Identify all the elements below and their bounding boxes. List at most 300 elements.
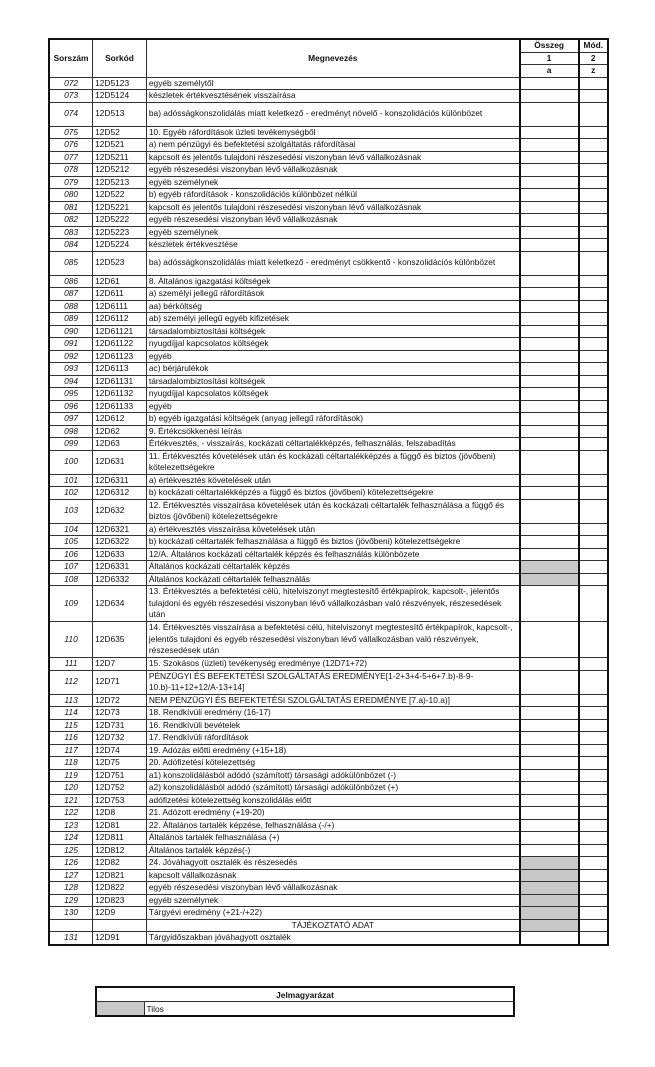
row-name: egyéb személynek [146,176,519,189]
row-number: 072 [49,77,93,90]
header-sorszam: Sorszám [49,39,93,77]
row-modifier-cell[interactable] [579,932,608,945]
row-modifier-cell[interactable] [579,77,608,90]
row-code: 12D5221 [93,201,147,214]
row-modifier-cell[interactable] [579,438,608,451]
row-amount-cell[interactable] [520,719,579,732]
table-row [49,400,608,413]
row-code: 12D6113 [93,363,147,376]
row-name: b) kockázati céltartalékképzés a függő és biztos (jövőbeni) kötelezettségekre [146,487,519,500]
row-modifier-cell[interactable] [579,474,608,487]
row-name: 13. Értékvesztés a befektetési célú, hitelviszonyt megtestesítő értékpapírok, kapcsolt-, jelentős tulajdoni és egyéb részesedési viszonyban lévő vállalkozásban való részvények, részesedések után [146,586,519,622]
row-modifier-cell[interactable] [579,139,608,152]
row-modifier-cell[interactable] [579,536,608,549]
row-modifier-cell[interactable] [579,882,608,895]
table-row [49,201,608,214]
row-modifier-cell[interactable] [579,707,608,720]
row-modifier-cell[interactable] [579,857,608,870]
row-amount-cell[interactable] [520,536,579,549]
table-row [49,757,608,770]
row-name: 10. Egyéb ráfordítások üzleti tevékenységből [146,126,519,139]
row-name: egyéb [146,400,519,413]
row-name: Tárgyidőszakban jóváhagyott osztalék [146,932,519,945]
table-row [49,413,608,426]
row-amount-cell[interactable] [520,325,579,338]
table-row [49,474,608,487]
row-modifier-cell[interactable] [579,794,608,807]
row-modifier-cell[interactable] [579,548,608,561]
row-amount-cell[interactable] [520,807,579,820]
row-number: 080 [49,189,93,202]
row-amount-cell[interactable] [520,819,579,832]
row-name: egyéb személytől [146,77,519,90]
row-modifier-cell[interactable] [579,670,608,694]
row-amount-cell[interactable] [520,438,579,451]
table-row [49,719,608,732]
row-code: 12D75 [93,757,147,770]
table-row [49,658,608,671]
row-amount-cell[interactable] [520,77,579,90]
row-name: a) értékvesztés visszaírása követelések után [146,523,519,536]
row-name: kapcsolt és jelentős tulajdoni részesedési viszonyban lévő vállalkozásnak [146,201,519,214]
row-modifier-cell[interactable] [579,226,608,239]
row-code: 12D521 [93,139,147,152]
row-name: készletek értékvesztésének visszaírása [146,90,519,103]
row-amount-cell[interactable] [520,176,579,189]
row-amount-cell[interactable] [520,907,579,920]
table-row [49,438,608,451]
row-modifier-cell[interactable] [579,819,608,832]
section-empty-code [93,919,147,932]
header-mod: Mód. [579,39,608,52]
row-amount-cell[interactable] [520,288,579,301]
row-amount-cell[interactable] [520,400,579,413]
table-row [49,77,608,90]
section-empty-num [49,919,93,932]
row-number: 103 [49,499,93,523]
row-modifier-cell[interactable] [579,400,608,413]
row-name: PÉNZÜGYI ÉS BEFEKTETÉSI SZOLGÁLTATÁS EREDMÉNYE[1-2+3+4-5+6+7.b)-8-9-10.b)-11+12+12/A-13+14] [146,670,519,694]
row-number: 128 [49,882,93,895]
row-number: 110 [49,622,93,658]
row-modifier-cell[interactable] [579,832,608,845]
table-row [49,176,608,189]
row-modifier-cell[interactable] [579,744,608,757]
row-amount-cell[interactable] [520,658,579,671]
row-code: 12D634 [93,586,147,622]
row-number: 106 [49,548,93,561]
header-osszeg: Összeg [520,39,579,52]
table-row [49,694,608,707]
table-body [49,77,608,919]
data-table [48,38,609,946]
row-name: 8. Általános igazgatási költségek [146,275,519,288]
row-modifier-cell[interactable] [579,499,608,523]
row-amount-cell[interactable] [520,201,579,214]
row-name: 12/A. Általános kockázati céltartalék képzés és felhasználás különbözete [146,548,519,561]
table-row [49,325,608,338]
row-modifier-cell[interactable] [579,844,608,857]
row-name: egyéb személynek [146,226,519,239]
row-name: Értékvesztés, - visszaírás, kockázati céltartalékképzés, felhasználás, felszabadítás [146,438,519,451]
row-amount-cell[interactable] [520,707,579,720]
row-name: b) kockázati céltartalék felhasználása a függő és biztos (jövőbeni) kötelezettségekre [146,536,519,549]
row-modifier-cell[interactable] [579,757,608,770]
table-row [49,844,608,857]
row-number: 129 [49,894,93,907]
row-name: a1) konszolidálásból adódó (számított) társasági adókülönbözet (-) [146,769,519,782]
row-modifier-cell[interactable] [579,732,608,745]
row-number: 123 [49,819,93,832]
table-row [49,744,608,757]
row-number: 081 [49,201,93,214]
row-code: 12D513 [93,102,147,126]
row-modifier-cell[interactable] [579,300,608,313]
row-modifier-cell[interactable] [579,350,608,363]
header-osszeg-num: 1 [520,52,579,65]
row-amount-cell[interactable] [520,732,579,745]
row-number: 107 [49,561,93,574]
row-number: 088 [49,300,93,313]
row-name: ac) bérjárulékok [146,363,519,376]
row-amount-cell[interactable] [520,413,579,426]
row-modifier-cell[interactable] [579,275,608,288]
row-code: 12D6111 [93,300,147,313]
row-name: 20. Adófizetési kötelezettség [146,757,519,770]
table-row [49,523,608,536]
row-name: nyugdíjjal kapcsolatos költségek [146,388,519,401]
row-name: 16. Rendkívüli bevételek [146,719,519,732]
row-modifier-cell[interactable] [579,869,608,882]
row-amount-cell[interactable] [520,622,579,658]
row-amount-cell[interactable] [520,523,579,536]
row-number: 116 [49,732,93,745]
row-name: a) értékvesztés követelések után [146,474,519,487]
row-number: 074 [49,102,93,126]
row-amount-cell[interactable] [520,670,579,694]
row-amount-cell[interactable] [520,338,579,351]
table-row [49,832,608,845]
row-amount-cell[interactable] [520,251,579,275]
row-amount-cell[interactable] [520,548,579,561]
row-code: 12D6312 [93,487,147,500]
row-number: 115 [49,719,93,732]
table-row [49,338,608,351]
row-name: Általános kockázati céltartalék képzés [146,561,519,574]
row-name: adófizetési kötelezettség konszolidálás előtt [146,794,519,807]
row-amount-cell[interactable] [520,857,579,870]
table-row [49,794,608,807]
row-modifier-cell[interactable] [579,907,608,920]
row-code: 12D5222 [93,214,147,227]
table-row [49,586,608,622]
row-amount-cell[interactable] [520,450,579,474]
row-modifier-cell[interactable] [579,288,608,301]
table-row [49,139,608,152]
row-modifier-cell[interactable] [579,894,608,907]
row-amount-cell[interactable] [520,844,579,857]
row-number: 076 [49,139,93,152]
row-amount-cell[interactable] [520,474,579,487]
row-amount-cell[interactable] [520,794,579,807]
table-row [49,239,608,252]
row-modifier-cell[interactable] [579,201,608,214]
row-amount-cell[interactable] [520,164,579,177]
row-modifier-cell[interactable] [579,782,608,795]
row-number: 086 [49,275,93,288]
row-modifier-cell[interactable] [579,164,608,177]
row-code: 12D632 [93,499,147,523]
row-number: 090 [49,325,93,338]
row-modifier-cell[interactable] [579,338,608,351]
row-number: 124 [49,832,93,845]
row-number: 100 [49,450,93,474]
row-code: 12D52 [93,126,147,139]
row-modifier-cell[interactable] [579,573,608,586]
row-amount-cell[interactable] [520,757,579,770]
row-modifier-cell[interactable] [579,425,608,438]
row-amount-cell[interactable] [520,313,579,326]
row-modifier-cell[interactable] [579,694,608,707]
row-modifier-cell[interactable] [579,214,608,227]
row-amount-cell[interactable] [520,189,579,202]
row-name: Általános tartalék képzés(-) [146,844,519,857]
row-code: 12D61121 [93,325,147,338]
row-name: 12. Értékvesztés visszaírása követelések után és kockázati céltartalék felhasználása a függő és biztos (jövőbeni) kötelezettségekre [146,499,519,523]
row-number: 120 [49,782,93,795]
row-modifier-cell[interactable] [579,325,608,338]
row-name: Általános kockázati céltartalék felhasználás [146,573,519,586]
row-amount-cell[interactable] [520,350,579,363]
row-amount-cell[interactable] [520,363,579,376]
row-name: a) nem pénzügyi és befektetési szolgáltatás ráfordításai [146,139,519,152]
header-mod-letter: z [579,65,608,78]
table-row [49,388,608,401]
row-code: 12D9 [93,907,147,920]
row-amount-cell[interactable] [520,869,579,882]
row-code: 12D6332 [93,573,147,586]
row-code: 12D6112 [93,313,147,326]
table-row [49,782,608,795]
row-name: 24. Jóváhagyott osztalék és részesedés [146,857,519,870]
row-modifier-cell[interactable] [579,388,608,401]
row-modifier-cell[interactable] [579,151,608,164]
row-name: egyéb részesedési viszonyban lévő vállalkozásnak [146,882,519,895]
row-amount-cell[interactable] [520,573,579,586]
row-number: 079 [49,176,93,189]
row-modifier-cell[interactable] [579,807,608,820]
table-row [49,622,608,658]
row-amount-cell[interactable] [520,561,579,574]
table-row [49,126,608,139]
table-row [49,561,608,574]
row-amount-cell[interactable] [520,499,579,523]
row-number: 125 [49,844,93,857]
row-name: 17. Rendkívüli ráfordítások [146,732,519,745]
row-modifier-cell[interactable] [579,313,608,326]
row-amount-cell[interactable] [520,425,579,438]
row-amount-cell[interactable] [520,769,579,782]
table-row [49,732,608,745]
row-code: 12D63 [93,438,147,451]
row-number: 093 [49,363,93,376]
row-modifier-cell[interactable] [579,176,608,189]
row-code: 12D5211 [93,151,147,164]
row-number: 130 [49,907,93,920]
table-row [49,819,608,832]
row-amount-cell[interactable] [520,694,579,707]
row-modifier-cell[interactable] [579,375,608,388]
row-code: 12D61131 [93,375,147,388]
section-empty-sum [520,919,579,932]
row-modifier-cell[interactable] [579,487,608,500]
table-row [49,536,608,549]
row-modifier-cell[interactable] [579,719,608,732]
row-modifier-cell[interactable] [579,586,608,622]
row-modifier-cell[interactable] [579,450,608,474]
row-amount-cell[interactable] [520,275,579,288]
row-number: 095 [49,388,93,401]
row-code: 12D5223 [93,226,147,239]
row-amount-cell[interactable] [520,894,579,907]
row-code: 12D522 [93,189,147,202]
row-modifier-cell[interactable] [579,622,608,658]
row-code: 12D612 [93,413,147,426]
row-modifier-cell[interactable] [579,523,608,536]
row-number: 099 [49,438,93,451]
row-amount-cell[interactable] [520,744,579,757]
row-amount-cell[interactable] [520,487,579,500]
legend-label: Tilos [144,1002,514,1017]
row-name: 18. Rendkívüli eredmény (16-17) [146,707,519,720]
row-number: 083 [49,226,93,239]
row-name: 14. Értékvesztés visszaírása a befektetési célú, hitelviszonyt megtestesítő értékpapírok, kapcsolt-, jelentős tulajdoni és egyéb részesedési viszonyban lévő vállalkozásban való részvények, részesedések után [146,622,519,658]
table-row [49,251,608,275]
row-modifier-cell[interactable] [579,561,608,574]
row-amount-cell[interactable] [520,90,579,103]
row-modifier-cell[interactable] [579,90,608,103]
row-name: 11. Értékvesztés követelések után és kockázati céltartalékképzés a függő és biztos (jövőbeni) kötelezettségekre [146,450,519,474]
row-amount-cell[interactable] [520,214,579,227]
row-code: 12D731 [93,719,147,732]
row-code: 12D82 [93,857,147,870]
row-name: 9. Értékcsökkenési leírás [146,425,519,438]
row-number: 094 [49,375,93,388]
row-code: 12D71 [93,670,147,694]
row-code: 12D523 [93,251,147,275]
row-number: 078 [49,164,93,177]
row-amount-cell[interactable] [520,151,579,164]
row-amount-cell[interactable] [520,375,579,388]
row-amount-cell[interactable] [520,832,579,845]
row-amount-cell[interactable] [520,300,579,313]
table-row [49,425,608,438]
table-row [49,300,608,313]
row-code: 12D5124 [93,90,147,103]
row-code: 12D753 [93,794,147,807]
row-name: b) egyéb ráfordítások - konszolidációs különbözet nélkül [146,189,519,202]
row-modifier-cell[interactable] [579,189,608,202]
header-osszeg-letter: a [520,65,579,78]
table-row [49,288,608,301]
legend-title: Jelmagyarázat [96,987,514,1002]
row-code: 12D91 [93,932,147,945]
row-amount-cell[interactable] [520,139,579,152]
row-number: 091 [49,338,93,351]
row-code: 12D61133 [93,400,147,413]
row-modifier-cell[interactable] [579,239,608,252]
row-number: 102 [49,487,93,500]
row-amount-cell[interactable] [520,782,579,795]
row-name: 22. Általános tartalék képzése, felhasználása (-/+) [146,819,519,832]
row-number: 092 [49,350,93,363]
row-code: 12D74 [93,744,147,757]
row-code: 12D611 [93,288,147,301]
legend-table [95,986,515,1017]
row-amount-cell[interactable] [520,388,579,401]
table-row [49,189,608,202]
row-amount-cell[interactable] [520,239,579,252]
row-number: 112 [49,670,93,694]
row-modifier-cell[interactable] [579,126,608,139]
row-code: 12D6311 [93,474,147,487]
table-row [49,857,608,870]
row-code: 12D5212 [93,164,147,177]
row-number: 108 [49,573,93,586]
row-code: 12D73 [93,707,147,720]
row-number: 111 [49,658,93,671]
table-row [49,164,608,177]
row-name: Tárgyévi eredmény (+21-/+22) [146,907,519,920]
row-modifier-cell[interactable] [579,102,608,126]
row-amount-cell[interactable] [520,126,579,139]
row-number: 131 [49,932,93,945]
row-modifier-cell[interactable] [579,251,608,275]
row-code: 12D633 [93,548,147,561]
table-row [49,869,608,882]
header-megnevezes: Megnevezés [146,39,519,77]
section-empty-mod [579,919,608,932]
row-amount-cell[interactable] [520,102,579,126]
row-amount-cell[interactable] [520,932,579,945]
row-number: 101 [49,474,93,487]
table-row [49,363,608,376]
row-code: 12D5224 [93,239,147,252]
row-number: 073 [49,90,93,103]
row-number: 087 [49,288,93,301]
row-name: kapcsolt és jelentős tulajdoni részesedési viszonyban lévő vállalkozásnak [146,151,519,164]
row-name: egyéb [146,350,519,363]
row-modifier-cell[interactable] [579,413,608,426]
table-row [49,450,608,474]
row-modifier-cell[interactable] [579,658,608,671]
table-row [49,548,608,561]
row-name: 19. Adózás előtti eredmény (+15+18) [146,744,519,757]
row-code: 12D811 [93,832,147,845]
row-name: társadalombiztosítási költségek [146,375,519,388]
row-code: 12D822 [93,882,147,895]
row-modifier-cell[interactable] [579,769,608,782]
row-modifier-cell[interactable] [579,363,608,376]
row-code: 12D6322 [93,536,147,549]
row-amount-cell[interactable] [520,882,579,895]
row-number: 121 [49,794,93,807]
row-amount-cell[interactable] [520,226,579,239]
row-amount-cell[interactable] [520,586,579,622]
table-row [49,313,608,326]
row-name: ab) személyi jellegű egyéb kifizetések [146,313,519,326]
row-code: 12D61122 [93,338,147,351]
